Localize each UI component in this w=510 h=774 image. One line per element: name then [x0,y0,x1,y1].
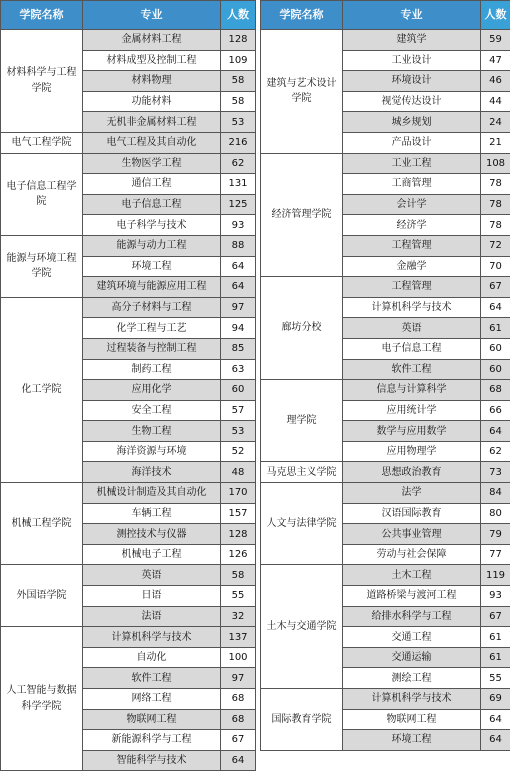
major-cell: 软件工程 [343,359,481,380]
count-cell: 52 [221,441,256,462]
major-cell: 金融学 [343,256,481,277]
count-cell: 21 [481,132,510,153]
count-cell: 128 [221,524,256,545]
table-row [261,30,510,51]
count-cell: 44 [481,91,510,112]
table-row [1,235,256,256]
major-cell: 英语 [83,565,221,586]
major-cell: 电子科学与技术 [83,215,221,236]
college-cell: 材料科学与工程学院 [1,30,83,133]
major-cell: 建筑学 [343,30,481,51]
table-row [1,132,256,153]
major-cell: 计算机科学与技术 [343,297,481,318]
count-cell: 68 [481,380,510,401]
major-cell: 网络工程 [83,689,221,710]
college-cell: 化工学院 [1,297,83,482]
count-cell: 58 [221,565,256,586]
major-cell: 城乡规划 [343,112,481,133]
count-cell: 97 [221,668,256,689]
count-cell: 64 [481,421,510,442]
count-cell: 126 [221,544,256,565]
count-cell: 58 [221,71,256,92]
major-cell: 电子信息工程 [83,194,221,215]
count-header: 人数 [481,1,510,30]
major-cell: 给排水科学与工程 [343,606,481,627]
count-cell: 73 [481,462,510,483]
count-cell: 170 [221,483,256,504]
count-cell: 63 [221,359,256,380]
table-row [1,565,256,586]
college-cell: 廊坊分校 [261,277,343,380]
major-cell: 能源与动力工程 [83,235,221,256]
major-cell: 应用统计学 [343,400,481,421]
major-cell: 工业工程 [343,153,481,174]
count-cell: 62 [221,153,256,174]
major-cell: 海洋技术 [83,462,221,483]
count-cell: 64 [481,730,510,751]
major-cell: 环境设计 [343,71,481,92]
count-cell: 109 [221,50,256,71]
major-header: 专业 [83,1,221,30]
count-cell: 108 [481,153,510,174]
table-row [261,483,510,504]
count-cell: 68 [221,709,256,730]
count-cell: 67 [481,277,510,298]
table-row [1,627,256,648]
count-cell: 137 [221,627,256,648]
count-cell: 60 [481,338,510,359]
count-cell: 100 [221,647,256,668]
count-cell: 78 [481,215,510,236]
major-cell: 建筑环境与能源应用工程 [83,277,221,298]
major-cell: 功能材料 [83,91,221,112]
college-cell: 土木与交通学院 [261,565,343,689]
count-cell: 125 [221,194,256,215]
count-cell: 48 [221,462,256,483]
count-cell: 93 [221,215,256,236]
major-cell: 测绘工程 [343,668,481,689]
college-cell: 电气工程学院 [1,132,83,153]
count-cell: 157 [221,503,256,524]
major-cell: 材料物理 [83,71,221,92]
table-row [261,380,510,401]
college-cell: 电子信息工程学院 [1,153,83,235]
college-cell: 国际教育学院 [261,689,343,751]
major-cell: 视觉传达设计 [343,91,481,112]
count-cell: 57 [221,400,256,421]
college-cell: 能源与环境工程学院 [1,235,83,297]
count-cell: 131 [221,174,256,195]
enrollment-table-right [260,0,510,751]
table-row [1,297,256,318]
table-row [261,153,510,174]
count-cell: 119 [481,565,510,586]
major-header: 专业 [343,1,481,30]
count-cell: 64 [221,750,256,771]
count-cell: 72 [481,235,510,256]
count-cell: 55 [221,586,256,607]
major-cell: 工程管理 [343,235,481,256]
major-cell: 电气工程及其自动化 [83,132,221,153]
major-cell: 生物医学工程 [83,153,221,174]
count-cell: 58 [221,91,256,112]
major-cell: 工业设计 [343,50,481,71]
major-cell: 工程管理 [343,277,481,298]
table-row [1,153,256,174]
major-cell: 英语 [343,318,481,339]
count-cell: 47 [481,50,510,71]
count-cell: 216 [221,132,256,153]
major-cell: 高分子材料与工程 [83,297,221,318]
major-cell: 车辆工程 [83,503,221,524]
count-cell: 64 [481,709,510,730]
count-cell: 88 [221,235,256,256]
major-cell: 制药工程 [83,359,221,380]
major-cell: 法学 [343,483,481,504]
major-cell: 电子信息工程 [343,338,481,359]
college-cell: 建筑与艺术设计学院 [261,30,343,154]
count-cell: 46 [481,71,510,92]
major-cell: 劳动与社会保障 [343,544,481,565]
major-cell: 化学工程与工艺 [83,318,221,339]
major-cell: 思想政治教育 [343,462,481,483]
major-cell: 信息与计算科学 [343,380,481,401]
major-cell: 智能科学与技术 [83,750,221,771]
count-cell: 64 [221,256,256,277]
college-cell: 经济管理学院 [261,153,343,277]
count-cell: 53 [221,112,256,133]
major-cell: 交通工程 [343,627,481,648]
count-cell: 64 [481,297,510,318]
major-cell: 道路桥梁与渡河工程 [343,586,481,607]
count-cell: 62 [481,441,510,462]
count-cell: 67 [481,606,510,627]
major-cell: 日语 [83,586,221,607]
major-cell: 土木工程 [343,565,481,586]
count-cell: 78 [481,174,510,195]
major-cell: 物联网工程 [343,709,481,730]
major-cell: 汉语国际教育 [343,503,481,524]
college-cell: 马克思主义学院 [261,462,343,483]
count-cell: 53 [221,421,256,442]
major-cell: 法语 [83,606,221,627]
college-cell: 人工智能与数据科学学院 [1,627,83,771]
count-cell: 97 [221,297,256,318]
table-row [261,462,510,483]
major-cell: 自动化 [83,647,221,668]
count-cell: 61 [481,627,510,648]
major-cell: 会计学 [343,194,481,215]
count-cell: 61 [481,647,510,668]
major-cell: 环境工程 [343,730,481,751]
major-cell: 工商管理 [343,174,481,195]
count-cell: 128 [221,30,256,51]
count-cell: 84 [481,483,510,504]
major-cell: 环境工程 [83,256,221,277]
major-cell: 计算机科学与技术 [83,627,221,648]
major-cell: 交通运输 [343,647,481,668]
count-cell: 66 [481,400,510,421]
college-cell: 理学院 [261,380,343,462]
count-cell: 24 [481,112,510,133]
count-cell: 60 [481,359,510,380]
count-cell: 79 [481,524,510,545]
count-cell: 59 [481,30,510,51]
count-cell: 67 [221,730,256,751]
count-cell: 85 [221,338,256,359]
count-cell: 68 [221,689,256,710]
college-header: 学院名称 [1,1,83,30]
count-cell: 77 [481,544,510,565]
count-cell: 60 [221,380,256,401]
count-cell: 70 [481,256,510,277]
major-cell: 公共事业管理 [343,524,481,545]
count-cell: 32 [221,606,256,627]
major-cell: 数学与应用数学 [343,421,481,442]
count-cell: 80 [481,503,510,524]
major-cell: 生物工程 [83,421,221,442]
major-cell: 应用化学 [83,380,221,401]
major-cell: 海洋资源与环境 [83,441,221,462]
major-cell: 软件工程 [83,668,221,689]
major-cell: 测控技术与仪器 [83,524,221,545]
count-cell: 93 [481,586,510,607]
major-cell: 机械电子工程 [83,544,221,565]
major-cell: 计算机科学与技术 [343,689,481,710]
table-row [1,30,256,51]
table-row [261,565,510,586]
college-cell: 机械工程学院 [1,483,83,565]
major-cell: 过程装备与控制工程 [83,338,221,359]
major-cell: 金属材料工程 [83,30,221,51]
major-cell: 机械设计制造及其自动化 [83,483,221,504]
major-cell: 应用物理学 [343,441,481,462]
major-cell: 新能源科学与工程 [83,730,221,751]
college-header: 学院名称 [261,1,343,30]
major-cell: 产品设计 [343,132,481,153]
college-cell: 外国语学院 [1,565,83,627]
count-header: 人数 [221,1,256,30]
count-cell: 94 [221,318,256,339]
table-row [1,483,256,504]
count-cell: 64 [221,277,256,298]
major-cell: 材料成型及控制工程 [83,50,221,71]
college-cell: 人文与法律学院 [261,483,343,565]
count-cell: 69 [481,689,510,710]
count-cell: 61 [481,318,510,339]
major-cell: 安全工程 [83,400,221,421]
major-cell: 无机非金属材料工程 [83,112,221,133]
table-row [261,277,510,298]
count-cell: 55 [481,668,510,689]
major-cell: 通信工程 [83,174,221,195]
major-cell: 物联网工程 [83,709,221,730]
major-cell: 经济学 [343,215,481,236]
count-cell: 78 [481,194,510,215]
